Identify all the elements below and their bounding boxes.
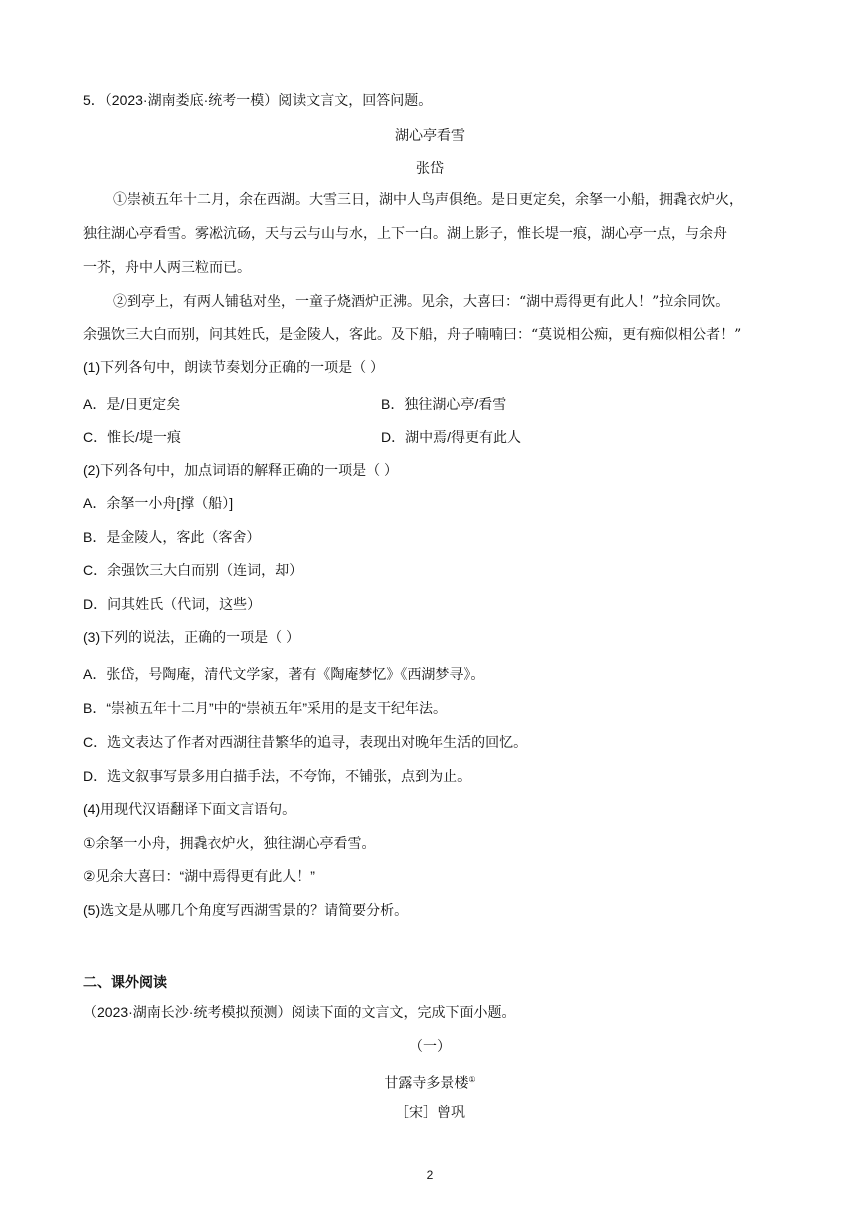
passage-para2-line2: 余强饮三大白而别，问其姓氏，是金陵人，客此。及下船，舟子喃喃曰：“莫说相公痴，更有痴似相公者！” — [83, 327, 742, 343]
sub1-stem: (1)下列各句中，朗读节奏划分正确的一项是（ ） — [83, 359, 384, 375]
sub5-stem: (5)选文是从哪几个角度写西湖雪景的？请简要分析。 — [83, 902, 409, 918]
sub2-option-c: C．余强饮三大白而别（连词，却） — [83, 562, 304, 578]
passage-para1-line1: ①崇祯五年十二月，余在西湖。大雪三日，湖中人鸟声俱绝。是日更定矣，余拏一小船，拥毳衣炉火， — [113, 192, 743, 208]
sub1-option-d: D．湖中焉/得更有此人 — [381, 429, 521, 445]
poem-title-text: 甘露寺多景楼 — [384, 1075, 469, 1092]
page-number: 2 — [426, 1168, 434, 1182]
sub3-option-c: C．选文表达了作者对西湖往昔繁华的追寻，表现出对晚年生活的回忆。 — [83, 734, 528, 750]
sub1-option-a: A．是/日更定矣 — [83, 396, 181, 412]
passage-title: 湖心亭看雪 — [395, 128, 465, 144]
sub3-option-b: B．“崇祯五年十二月”中的“崇祯五年”采用的是支干纪年法。 — [83, 700, 447, 716]
sub4-sentence-1: ①余拏一小舟，拥毳衣炉火，独往湖心亭看雪。 — [83, 835, 376, 851]
passage-author: 张岱 — [416, 161, 444, 177]
sub4-stem: (4)用现代汉语翻译下面文言语句。 — [83, 801, 297, 817]
poem-title — [0, 1071, 860, 1093]
question-5-stem: 5．（2023·湖南娄底·统考一模）阅读文言文，回答问题。 — [83, 92, 433, 108]
sub1-option-b: B．独往湖心亭/看雪 — [381, 396, 507, 412]
section-2-part: （一） — [409, 1039, 451, 1055]
section-2-heading: 二、课外阅读 — [83, 974, 167, 990]
sub2-option-a: A．余拏一小舟[撑（船）] — [83, 495, 234, 511]
sub3-option-a: A．张岱，号陶庵，清代文学家，著有《陶庵梦忆》《西湖梦寻》。 — [83, 666, 485, 682]
poem-title-note: ① — [468, 1075, 476, 1084]
passage-para2-line1: ②到亭上，有两人铺毡对坐，一童子烧酒炉正沸。见余，大喜曰：“湖中焉得更有此人！”拉余同饮。 — [113, 294, 730, 310]
sub3-stem: (3)下列的说法，正确的一项是（ ） — [83, 629, 300, 645]
sub3-option-d: D．选文叙事写景多用白描手法，不夸饰，不铺张，点到为止。 — [83, 768, 472, 784]
sub2-option-b: B．是金陵人，客此（客舍） — [83, 529, 261, 545]
poem-author: ［宋］曾巩 — [395, 1105, 465, 1121]
passage-para1-line2: 独往湖心亭看雪。雾凇沆砀，天与云与山与水，上下一白。湖上影子，惟长堤一痕，湖心亭一点，与余舟 — [83, 226, 727, 242]
sub2-option-d: D．问其姓氏（代词，这些） — [83, 596, 262, 612]
section-2-intro: （2023·湖南长沙·统考模拟预测）阅读下面的文言文，完成下面小题。 — [83, 1004, 516, 1020]
passage-para1-line3: 一芥，舟中人两三粒而已。 — [83, 260, 251, 276]
sub4-sentence-2: ②见余大喜曰：“湖中焉得更有此人！” — [83, 868, 315, 884]
sub2-stem: (2)下列各句中，加点词语的解释正确的一项是（ ） — [83, 462, 398, 478]
sub1-option-c: C．惟长/堤一痕 — [83, 429, 181, 445]
